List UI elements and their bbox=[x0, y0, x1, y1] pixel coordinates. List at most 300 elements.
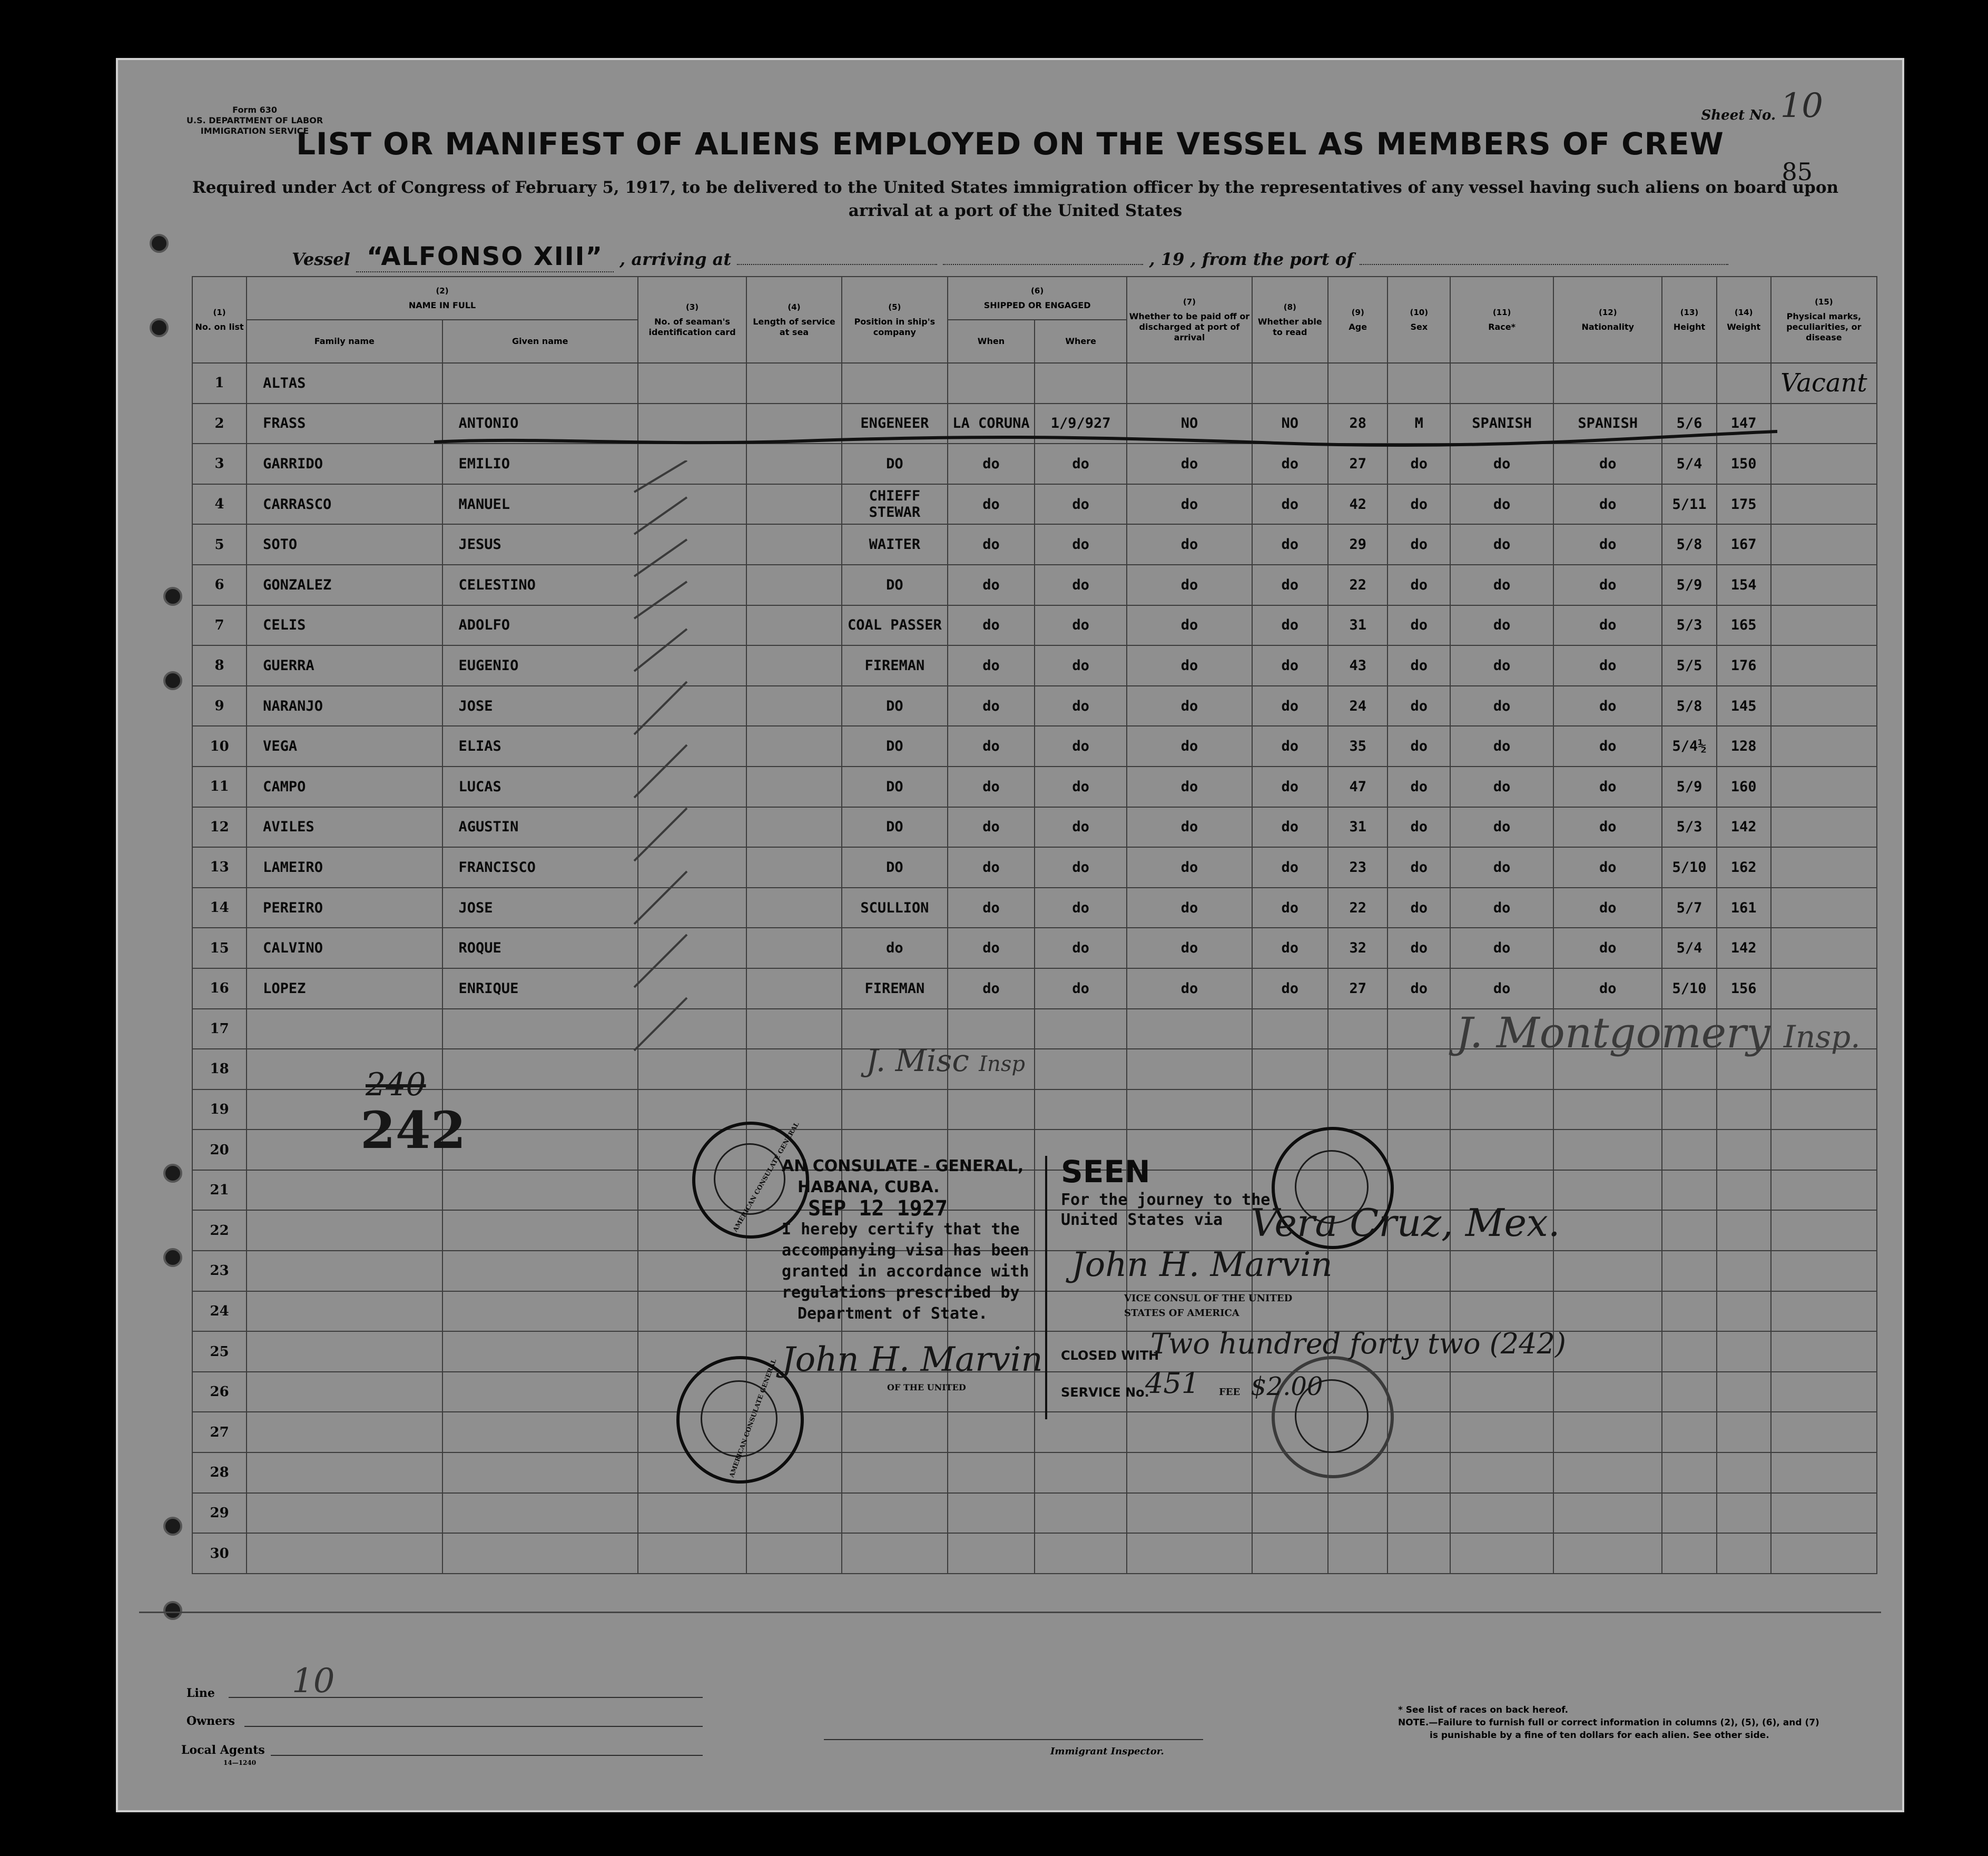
form-code: 14—1240 bbox=[223, 1759, 257, 1766]
cell-nationality bbox=[1553, 1533, 1662, 1574]
cell-nationality: do bbox=[1553, 807, 1662, 848]
cell-physical-marks bbox=[1771, 565, 1877, 605]
cell-weight: 175 bbox=[1717, 484, 1771, 525]
col-header-id-card: (3) No. of seaman's identification card bbox=[638, 277, 746, 363]
cell-weight bbox=[1717, 1251, 1771, 1291]
service-number-value: 451 bbox=[1145, 1367, 1200, 1400]
cell-race bbox=[1450, 1452, 1553, 1493]
cell-shipped-where: do bbox=[1035, 444, 1127, 484]
cell-physical-marks bbox=[1771, 1493, 1877, 1534]
cell-family-name bbox=[247, 1170, 442, 1211]
binder-hole bbox=[163, 1164, 182, 1183]
cell-family-name: CAMPO bbox=[247, 767, 442, 807]
cell-physical-marks bbox=[1771, 686, 1877, 726]
cell-height bbox=[1662, 1251, 1716, 1291]
cell-position bbox=[842, 1452, 948, 1493]
local-agents-label: Local Agents bbox=[181, 1743, 265, 1757]
cell-height bbox=[1662, 1533, 1716, 1574]
cell-height: 5/8 bbox=[1662, 686, 1716, 726]
cell-row-number: 25 bbox=[192, 1331, 247, 1372]
cell-height bbox=[1662, 1372, 1716, 1412]
table-row bbox=[192, 605, 1877, 646]
table-row bbox=[192, 686, 1877, 726]
binder-hole bbox=[163, 587, 182, 606]
cell-able-to-read: do bbox=[1252, 767, 1328, 807]
cell-shipped-when: do bbox=[948, 524, 1035, 565]
cell-height bbox=[1662, 1493, 1716, 1534]
cell-family-name bbox=[247, 1452, 442, 1493]
cell-weight bbox=[1717, 1089, 1771, 1130]
owners-blank bbox=[244, 1725, 703, 1727]
cell-able-to-read: do bbox=[1252, 524, 1328, 565]
vice-consul-signature: John H. Marvin bbox=[1071, 1245, 1333, 1284]
cell-family-name bbox=[247, 1210, 442, 1251]
cell-race: do bbox=[1450, 484, 1553, 525]
cell-id-card bbox=[638, 1251, 746, 1291]
cell-shipped-when: do bbox=[948, 645, 1035, 686]
cell-row-number: 21 bbox=[192, 1170, 247, 1211]
table-row bbox=[192, 767, 1877, 807]
cell-shipped-when: do bbox=[948, 807, 1035, 848]
consulate-seal-top: AMERICAN CONSULATE GENERAL bbox=[692, 1122, 809, 1239]
cell-position bbox=[842, 1493, 948, 1534]
cell-paid-off: do bbox=[1127, 726, 1252, 767]
cell-race bbox=[1450, 1372, 1553, 1412]
cell-race: do bbox=[1450, 605, 1553, 646]
cell-weight: 161 bbox=[1717, 888, 1771, 928]
cell-shipped-where: 1/9/927 bbox=[1035, 404, 1127, 444]
consulate-seal-bottom: AMERICAN CONSULATE GENERAL bbox=[676, 1356, 804, 1484]
cell-shipped-where bbox=[1035, 1452, 1127, 1493]
cell-able-to-read: do bbox=[1252, 807, 1328, 848]
inspector-signature-right: J. Montgomery Insp. bbox=[1456, 1008, 1861, 1057]
cell-family-name: CARRASCO bbox=[247, 484, 442, 525]
cell-weight: 128 bbox=[1717, 726, 1771, 767]
crew-rows bbox=[192, 363, 1877, 1574]
cell-weight bbox=[1717, 1210, 1771, 1251]
cell-family-name: GONZALEZ bbox=[247, 565, 442, 605]
cell-nationality: do bbox=[1553, 767, 1662, 807]
cell-nationality: do bbox=[1553, 726, 1662, 767]
cell-paid-off: do bbox=[1127, 484, 1252, 525]
cell-sex bbox=[1387, 1089, 1450, 1130]
cell-shipped-when: do bbox=[948, 726, 1035, 767]
cell-service-length bbox=[746, 565, 842, 605]
cell-paid-off bbox=[1127, 1009, 1252, 1049]
cell-given-name: MANUEL bbox=[442, 484, 638, 525]
cell-able-to-read: do bbox=[1252, 928, 1328, 968]
line-value: 10 bbox=[292, 1662, 335, 1701]
via-handwritten: Vera Cruz, Mex. bbox=[1251, 1201, 1560, 1245]
cell-family-name: NARANJO bbox=[247, 686, 442, 726]
cell-height bbox=[1662, 1331, 1716, 1372]
cell-nationality bbox=[1553, 1291, 1662, 1332]
cell-service-length bbox=[746, 605, 842, 646]
cell-row-number: 13 bbox=[192, 847, 247, 888]
cell-family-name: AVILES bbox=[247, 807, 442, 848]
cell-weight bbox=[1717, 1533, 1771, 1574]
cell-age bbox=[1328, 1009, 1387, 1049]
cell-service-length bbox=[746, 767, 842, 807]
cell-nationality bbox=[1553, 1452, 1662, 1493]
cell-position: COAL PASSER bbox=[842, 605, 948, 646]
col-header-no: (1) No. on list bbox=[192, 277, 247, 363]
line-label: Line bbox=[186, 1686, 215, 1700]
cell-shipped-when bbox=[948, 1412, 1035, 1452]
cell-sex bbox=[1387, 1533, 1450, 1574]
cell-race: do bbox=[1450, 807, 1553, 848]
cell-nationality: do bbox=[1553, 968, 1662, 1009]
cell-row-number: 11 bbox=[192, 767, 247, 807]
cell-shipped-where bbox=[1035, 1049, 1127, 1089]
col-header-given-name: Given name bbox=[442, 320, 638, 363]
cell-height bbox=[1662, 363, 1716, 404]
cell-position: ENGENEER bbox=[842, 404, 948, 444]
cell-service-length bbox=[746, 524, 842, 565]
cell-family-name: GUERRA bbox=[247, 645, 442, 686]
cell-race bbox=[1450, 1493, 1553, 1534]
cell-sex: do bbox=[1387, 484, 1450, 525]
cell-position bbox=[842, 1412, 948, 1452]
cell-race bbox=[1450, 363, 1553, 404]
cell-height bbox=[1662, 1291, 1716, 1332]
cell-race bbox=[1450, 1291, 1553, 1332]
fee-label: FEE bbox=[1219, 1387, 1241, 1398]
fee-value: $2.00 bbox=[1251, 1372, 1323, 1401]
cell-position: do bbox=[842, 928, 948, 968]
cell-physical-marks: Vacant bbox=[1771, 363, 1877, 404]
cell-race: do bbox=[1450, 524, 1553, 565]
cell-shipped-where bbox=[1035, 363, 1127, 404]
cell-able-to-read: do bbox=[1252, 726, 1328, 767]
cell-position: DO bbox=[842, 726, 948, 767]
col-header-weight: (14) Weight bbox=[1717, 277, 1771, 363]
cell-nationality bbox=[1553, 1251, 1662, 1291]
seen-divider bbox=[1045, 1156, 1047, 1419]
cell-physical-marks bbox=[1771, 1170, 1877, 1211]
cell-race: do bbox=[1450, 968, 1553, 1009]
cell-position bbox=[842, 363, 948, 404]
cell-age: 27 bbox=[1328, 444, 1387, 484]
cell-physical-marks bbox=[1771, 605, 1877, 646]
cell-given-name bbox=[442, 1170, 638, 1211]
manifest-sheet bbox=[116, 58, 1904, 1812]
cell-shipped-when bbox=[948, 1493, 1035, 1534]
cell-paid-off: do bbox=[1127, 928, 1252, 968]
cell-weight: 165 bbox=[1717, 605, 1771, 646]
cell-shipped-where: do bbox=[1035, 807, 1127, 848]
cell-height: 5/5 bbox=[1662, 645, 1716, 686]
cell-physical-marks bbox=[1771, 928, 1877, 968]
binder-hole bbox=[150, 318, 169, 337]
local-agents-blank bbox=[271, 1754, 703, 1756]
table-row bbox=[192, 807, 1877, 848]
cell-row-number: 17 bbox=[192, 1009, 247, 1049]
col-header-paid-off: (7) Whether to be paid off or discharged at port of arrival bbox=[1127, 277, 1252, 363]
consulate-name: AN CONSULATE - GENERAL, bbox=[782, 1157, 1024, 1175]
cell-age bbox=[1328, 1089, 1387, 1130]
col-header-marks: (15) Physical marks, peculiarities, or disease bbox=[1771, 277, 1877, 363]
consul-signature-title: OF THE UNITED bbox=[887, 1382, 966, 1392]
cell-given-name: ENRIQUE bbox=[442, 968, 638, 1009]
cell-shipped-when: do bbox=[948, 767, 1035, 807]
cell-paid-off bbox=[1127, 1493, 1252, 1534]
cell-id-card bbox=[638, 363, 746, 404]
journey-line-2: United States via bbox=[1061, 1211, 1223, 1229]
cell-age bbox=[1328, 1251, 1387, 1291]
cell-given-name bbox=[442, 1049, 638, 1089]
table-row bbox=[192, 1452, 1877, 1493]
cell-able-to-read: do bbox=[1252, 847, 1328, 888]
footer-divider bbox=[139, 1612, 1881, 1613]
vice-consul-title-2: STATES OF AMERICA bbox=[1124, 1308, 1239, 1319]
cell-shipped-where: do bbox=[1035, 767, 1127, 807]
cell-given-name bbox=[442, 1251, 638, 1291]
cell-family-name bbox=[247, 1331, 442, 1372]
cell-paid-off bbox=[1127, 1452, 1252, 1493]
cell-service-length bbox=[746, 888, 842, 928]
cell-sex bbox=[1387, 1372, 1450, 1412]
cell-row-number: 28 bbox=[192, 1452, 247, 1493]
cell-race bbox=[1450, 1089, 1553, 1130]
cell-paid-off bbox=[1127, 1049, 1252, 1089]
cell-height bbox=[1662, 1452, 1716, 1493]
certify-line-5: Department of State. bbox=[798, 1304, 988, 1323]
cell-sex: do bbox=[1387, 847, 1450, 888]
cell-physical-marks bbox=[1771, 1291, 1877, 1332]
table-row bbox=[192, 524, 1877, 565]
cell-shipped-where bbox=[1035, 1533, 1127, 1574]
cell-nationality bbox=[1553, 1089, 1662, 1130]
cell-row-number: 23 bbox=[192, 1251, 247, 1291]
cell-row-number: 29 bbox=[192, 1493, 247, 1534]
year-label: , 19 bbox=[1149, 249, 1185, 269]
cell-service-length bbox=[746, 484, 842, 525]
cell-position: DO bbox=[842, 444, 948, 484]
page-subtitle: Required under Act of Congress of February 5, 1917, to be delivered to the United States immigration officer by the representatives of any vessel having such aliens on board upon arrival at a port of the United States bbox=[192, 178, 1839, 220]
cell-family-name bbox=[247, 1009, 442, 1049]
cell-position: FIREMAN bbox=[842, 968, 948, 1009]
sheet-number-value: 10 bbox=[1780, 86, 1823, 125]
checkmarks-column bbox=[624, 460, 750, 1119]
cell-weight: 167 bbox=[1717, 524, 1771, 565]
cell-sex: do bbox=[1387, 888, 1450, 928]
cell-sex bbox=[1387, 1452, 1450, 1493]
cell-height: 5/4 bbox=[1662, 444, 1716, 484]
cell-age bbox=[1328, 1049, 1387, 1089]
cell-height: 5/10 bbox=[1662, 847, 1716, 888]
table-row bbox=[192, 726, 1877, 767]
cell-service-length bbox=[746, 847, 842, 888]
cell-paid-off: do bbox=[1127, 847, 1252, 888]
cell-row-number: 24 bbox=[192, 1291, 247, 1332]
table-row bbox=[192, 847, 1877, 888]
cell-weight bbox=[1717, 1331, 1771, 1372]
cell-physical-marks bbox=[1771, 645, 1877, 686]
cell-sex bbox=[1387, 1009, 1450, 1049]
vessel-label: Vessel bbox=[292, 249, 350, 269]
cell-row-number: 8 bbox=[192, 645, 247, 686]
cell-physical-marks bbox=[1771, 524, 1877, 565]
note-races: * See list of races on back hereof. bbox=[1398, 1705, 1569, 1715]
cell-row-number: 27 bbox=[192, 1412, 247, 1452]
cell-able-to-read: do bbox=[1252, 484, 1328, 525]
cell-weight bbox=[1717, 1130, 1771, 1170]
cell-sex: do bbox=[1387, 444, 1450, 484]
cell-height bbox=[1662, 1130, 1716, 1170]
cell-position: SCULLION bbox=[842, 888, 948, 928]
crew-table bbox=[192, 276, 1877, 1574]
col-header-service-length: (4) Length of service at sea bbox=[746, 277, 842, 363]
cell-age: 47 bbox=[1328, 767, 1387, 807]
cell-position: DO bbox=[842, 847, 948, 888]
cell-sex: do bbox=[1387, 645, 1450, 686]
cell-race: SPANISH bbox=[1450, 404, 1553, 444]
cell-row-number: 15 bbox=[192, 928, 247, 968]
journey-line-1: For the journey to the bbox=[1061, 1191, 1271, 1209]
cell-physical-marks bbox=[1771, 1331, 1877, 1372]
cell-shipped-when: do bbox=[948, 888, 1035, 928]
arriving-label: , arriving at bbox=[619, 249, 732, 269]
cell-nationality: do bbox=[1553, 847, 1662, 888]
cell-able-to-read: do bbox=[1252, 645, 1328, 686]
cell-given-name: LUCAS bbox=[442, 767, 638, 807]
inspector-blank bbox=[824, 1738, 1203, 1740]
cell-age: 28 bbox=[1328, 404, 1387, 444]
cell-given-name bbox=[442, 1331, 638, 1372]
cell-race: do bbox=[1450, 645, 1553, 686]
cell-position: CHIEFF STEWAR bbox=[842, 484, 948, 525]
cell-family-name bbox=[247, 1533, 442, 1574]
cell-paid-off: do bbox=[1127, 565, 1252, 605]
cell-given-name: JOSE bbox=[442, 686, 638, 726]
cell-given-name: JOSE bbox=[442, 888, 638, 928]
cell-shipped-where bbox=[1035, 1009, 1127, 1049]
cell-height: 5/11 bbox=[1662, 484, 1716, 525]
cell-service-length bbox=[746, 1493, 842, 1534]
cell-given-name bbox=[442, 1210, 638, 1251]
col-header-when: When bbox=[948, 320, 1035, 363]
table-row bbox=[192, 1533, 1877, 1574]
col-header-nationality: (12) Nationality bbox=[1553, 277, 1662, 363]
form-number: Form 630 bbox=[232, 105, 277, 115]
cell-weight: 160 bbox=[1717, 767, 1771, 807]
cell-shipped-when bbox=[948, 1533, 1035, 1574]
certify-line-1: I hereby certify that the bbox=[782, 1220, 1020, 1239]
table-row bbox=[192, 888, 1877, 928]
cell-height bbox=[1662, 1089, 1716, 1130]
cell-paid-off: do bbox=[1127, 444, 1252, 484]
cell-able-to-read: do bbox=[1252, 605, 1328, 646]
cell-age: 22 bbox=[1328, 565, 1387, 605]
cell-position: DO bbox=[842, 565, 948, 605]
cell-given-name: JESUS bbox=[442, 524, 638, 565]
cell-age: 35 bbox=[1328, 726, 1387, 767]
cell-given-name: ADOLFO bbox=[442, 605, 638, 646]
cell-service-length bbox=[746, 1049, 842, 1089]
cell-service-length bbox=[746, 726, 842, 767]
cell-weight bbox=[1717, 1291, 1771, 1332]
cell-given-name: EUGENIO bbox=[442, 645, 638, 686]
cell-row-number: 16 bbox=[192, 968, 247, 1009]
cell-shipped-when: do bbox=[948, 686, 1035, 726]
cell-shipped-where: do bbox=[1035, 928, 1127, 968]
cell-nationality: SPANISH bbox=[1553, 404, 1662, 444]
cell-family-name bbox=[247, 1291, 442, 1332]
cell-physical-marks bbox=[1771, 888, 1877, 928]
cell-position: WAITER bbox=[842, 524, 948, 565]
table-row bbox=[192, 565, 1877, 605]
cell-nationality: do bbox=[1553, 605, 1662, 646]
cell-row-number: 19 bbox=[192, 1089, 247, 1130]
cell-row-number: 26 bbox=[192, 1372, 247, 1412]
cell-given-name: ROQUE bbox=[442, 928, 638, 968]
certify-line-3: granted in accordance with bbox=[782, 1262, 1029, 1281]
vessel-line bbox=[292, 242, 1728, 271]
cell-shipped-when bbox=[948, 1089, 1035, 1130]
cell-position: DO bbox=[842, 807, 948, 848]
cell-age bbox=[1328, 1533, 1387, 1574]
cell-nationality bbox=[1553, 1493, 1662, 1534]
consul-signature-left: John H. Marvin bbox=[782, 1340, 1043, 1379]
cell-given-name: ANTONIO bbox=[442, 404, 638, 444]
cell-weight: 162 bbox=[1717, 847, 1771, 888]
vessel-name: “ALFONSO XIII” bbox=[356, 242, 614, 272]
cell-height: 5/6 bbox=[1662, 404, 1716, 444]
cell-age: 27 bbox=[1328, 968, 1387, 1009]
cell-family-name: PEREIRO bbox=[247, 888, 442, 928]
cell-height: 5/7 bbox=[1662, 888, 1716, 928]
cell-sex bbox=[1387, 363, 1450, 404]
cell-service-length bbox=[746, 968, 842, 1009]
cell-physical-marks bbox=[1771, 847, 1877, 888]
cell-shipped-where bbox=[1035, 1412, 1127, 1452]
cell-nationality: do bbox=[1553, 888, 1662, 928]
table-row bbox=[192, 645, 1877, 686]
cell-nationality: do bbox=[1553, 645, 1662, 686]
cell-height: 5/10 bbox=[1662, 968, 1716, 1009]
cell-weight bbox=[1717, 363, 1771, 404]
cell-physical-marks bbox=[1771, 444, 1877, 484]
col-header-age: (9) Age bbox=[1328, 277, 1387, 363]
table-row bbox=[192, 1493, 1877, 1534]
cell-paid-off: do bbox=[1127, 807, 1252, 848]
cell-row-number: 6 bbox=[192, 565, 247, 605]
arriving-blank bbox=[737, 260, 937, 265]
cell-given-name bbox=[442, 1452, 638, 1493]
cell-race bbox=[1450, 1251, 1553, 1291]
binder-hole bbox=[163, 1248, 182, 1267]
cell-age: 32 bbox=[1328, 928, 1387, 968]
cell-family-name: VEGA bbox=[247, 726, 442, 767]
handwritten-page-number: 85 bbox=[1782, 158, 1813, 186]
cell-service-length bbox=[746, 363, 842, 404]
cell-shipped-when: do bbox=[948, 484, 1035, 525]
cell-row-number: 4 bbox=[192, 484, 247, 525]
cell-family-name: LOPEZ bbox=[247, 968, 442, 1009]
cell-nationality: do bbox=[1553, 484, 1662, 525]
cell-family-name: CALVINO bbox=[247, 928, 442, 968]
cell-able-to-read: NO bbox=[1252, 404, 1328, 444]
cell-shipped-when: do bbox=[948, 605, 1035, 646]
cell-row-number: 1 bbox=[192, 363, 247, 404]
cell-age bbox=[1328, 363, 1387, 404]
cell-height: 5/4½ bbox=[1662, 726, 1716, 767]
cell-shipped-when bbox=[948, 363, 1035, 404]
col-header-position: (5) Position in ship's company bbox=[842, 277, 948, 363]
cell-sex: M bbox=[1387, 404, 1450, 444]
inspector-signature-left: J. Misc Insp bbox=[866, 1043, 1025, 1078]
